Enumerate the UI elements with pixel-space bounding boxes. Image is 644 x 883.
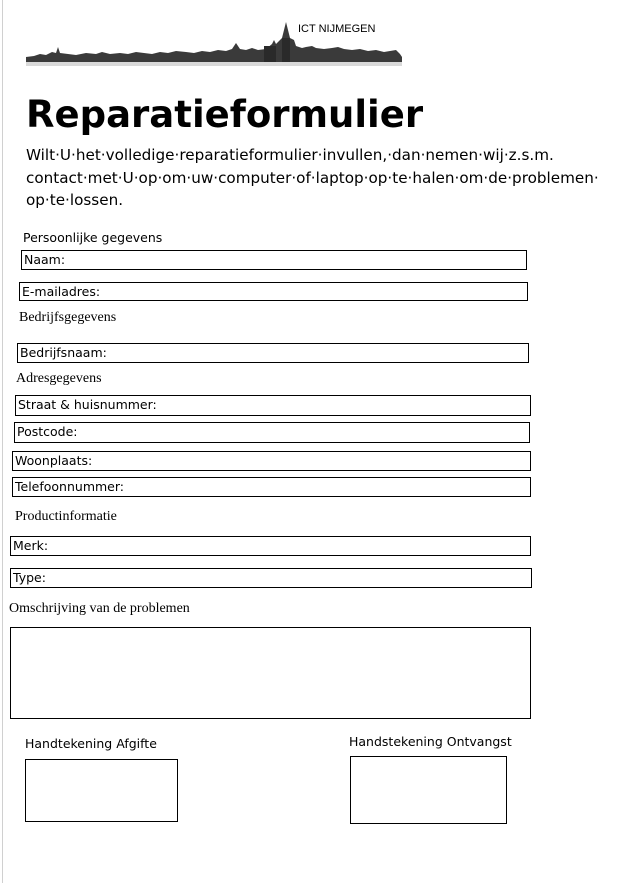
section-address: Adresgegevens	[16, 371, 102, 386]
description-textarea[interactable]	[10, 627, 531, 719]
section-business: Bedrijfsgegevens	[19, 310, 117, 325]
brand-field[interactable]: Merk:	[10, 536, 531, 556]
city-field[interactable]: Woonplaats:	[12, 451, 531, 471]
page-edge	[2, 0, 3, 883]
name-field[interactable]: Naam:	[21, 250, 527, 270]
email-field[interactable]: E-mailadres:	[19, 282, 528, 301]
intro-text: Wilt·U·het·volledige·reparatieformulier·invullen,·dan·nemen·wij·z.s.m. contact·met·U·op·om·uw·computer·of·laptop·op·te·halen·om·de·problemen· op·te·lossen.	[26, 146, 599, 209]
postcode-field[interactable]: Postcode:	[14, 422, 530, 443]
signature-receipt-box[interactable]	[350, 756, 507, 824]
section-description: Omschrijving van de problemen	[9, 601, 190, 616]
section-product: Productinformatie	[15, 509, 117, 524]
street-field[interactable]: Straat & huisnummer:	[15, 395, 531, 416]
logo-text: ICT NIJMEGEN	[298, 23, 376, 35]
section-personal: Persoonlijke gegevens	[23, 230, 163, 245]
signature-dropoff-label: Handtekening Afgifte	[25, 736, 157, 751]
type-field[interactable]: Type:	[10, 568, 532, 588]
phone-field[interactable]: Telefoonnummer:	[12, 477, 531, 497]
signature-receipt-label: Handstekening Ontvangst	[349, 734, 512, 749]
company-field[interactable]: Bedrijfsnaam:	[17, 343, 529, 363]
signature-dropoff-box[interactable]	[25, 759, 178, 822]
page-title: Reparatieformulier	[26, 93, 424, 136]
